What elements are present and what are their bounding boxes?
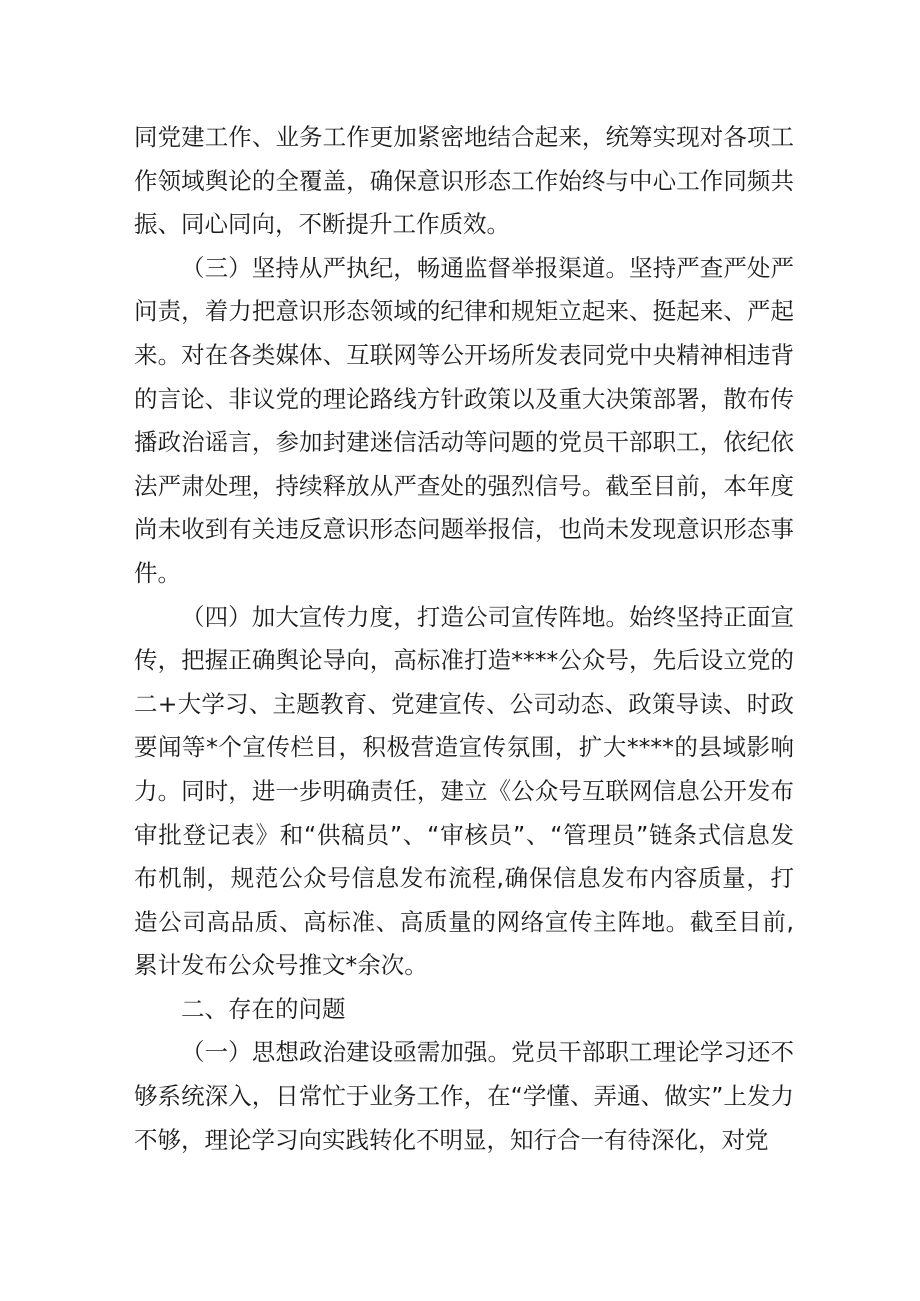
document-body [134,116,794,1162]
paragraph-continuation: 同党建工作、业务工作更加紧密地结合起来，统筹实现对各项工作领域舆论的全覆盖，确保意识形态工作始终与中心工作同频共振、同心同向，不断提升工作质效。 [134,123,794,239]
paragraph-problem-one: （一）思想政治建设亟需加强。党员干部职工理论学习还不够系统深入，日常忙于业务工作，在“学懂、弄通、做实”上发力不够，理论学习向实践转化不明显，知行合一有待深化，对党 [134,1038,794,1154]
paragraph-section-four: （四）加大宣传力度，打造公司宣传阵地。始终坚持正面宣传，把握正确舆论导向，高标准打造****公众号，先后设立党的二+大学习、主题教育、党建宣传、公司动态、政策导读、时政要闻等*个宣传栏目，积极营造宣传氛围，扩大****的县域影响力。同时，进一步明确责任，建立《公众号互联网信息公开发布审批登记表》和“供稿员”、“审核员”、“管理员”链条式信息发布机制，规范公众号信息发布流程,确保信息发布内容质量，打造公司高品质、高标准、高质量的网络宣传主阵地。截至目前,累计发布公众号推文*余次。 [134,602,794,980]
paragraph-section-three: （三）坚持从严执纪，畅通监督举报渠道。坚持严查严处严问责，着力把意识形态领域的纪律和规矩立起来、挺起来、严起来。对在各类媒体、互联网等公开场所发表同党中央精神相违背的言论、非议党的理论路线方针政策以及重大决策部署，散布传播政治谣言，参加封建迷信活动等问题的党员干部职工，依纪依法严肃处理，持续释放从严查处的强烈信号。截至目前，本年度尚未收到有关违反意识形态问题举报信，也尚未发现意识形态事件。 [134,253,794,587]
heading-existing-problems: 二、存在的问题 [181,994,346,1023]
